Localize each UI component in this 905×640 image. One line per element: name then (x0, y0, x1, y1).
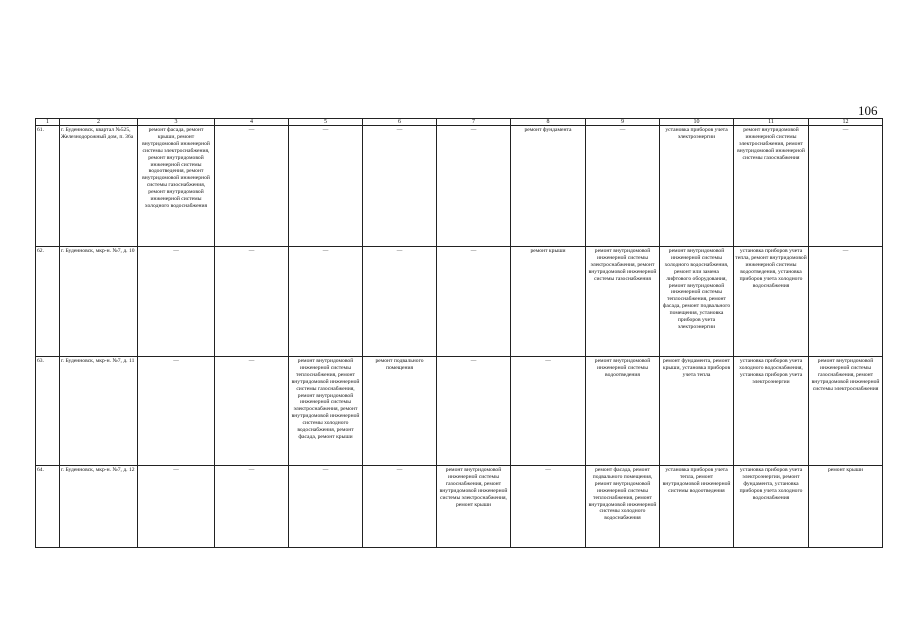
table-row (36, 247, 883, 357)
address-cell: г. Буденновск, мкр-н. №7, д. 10 (60, 247, 138, 357)
column-number: 10 (660, 119, 734, 126)
address-cell: г. Буденновск, квартал №525, Железнодорожный дом, п. 36а (60, 126, 138, 247)
work-cell: — (809, 126, 883, 247)
work-cell: — (138, 466, 215, 548)
work-cell: — (289, 466, 363, 548)
work-cell: — (437, 247, 511, 357)
address-cell: г. Буденновск, мкр-н. №7, д. 12 (60, 466, 138, 548)
table-row (36, 357, 883, 466)
work-cell: — (289, 247, 363, 357)
work-cell: — (511, 357, 586, 466)
table-row (36, 466, 883, 548)
work-cell: установка приборов учета тепла, ремонт внутридомовой инженерной системы водоотведения (660, 466, 734, 548)
column-number: 1 (36, 119, 60, 126)
work-cell: — (215, 466, 289, 548)
column-number: 11 (734, 119, 809, 126)
work-cell: ремонт фасада, ремонт крыши, ремонт внутридомовой инженерной системы электроснабжения, ремонт внутридомовой инженерной системы водоотведения, ремонт внутридомовой инженерной системы газоснабжения, ремонт внутридомовой инженерной системы холодного водоснабжения (138, 126, 215, 247)
work-cell: — (511, 466, 586, 548)
work-cell: установка приборов учета тепла, ремонт внутридомовой инженерной системы водоотведения, установка приборов учета холодного водоснабжения (734, 247, 809, 357)
work-cell: ремонт фундамента (511, 126, 586, 247)
page-number: 106 (858, 103, 878, 118)
row-number: 63. (36, 357, 60, 466)
column-number: 3 (138, 119, 215, 126)
work-cell: — (363, 126, 437, 247)
work-cell: — (363, 247, 437, 357)
work-cell: ремонт фундамента, ремонт крыши, установка приборов учета тепла (660, 357, 734, 466)
work-cell: ремонт внутридомовой инженерной системы электроснабжения, ремонт внутридомовой инженерной системы газоснабжения (734, 126, 809, 247)
column-number-row (36, 119, 883, 126)
work-cell: — (215, 357, 289, 466)
work-cell: ремонт внутридомовой инженерной системы теплоснабжения, ремонт внутридомовой инженерной системы газоснабжения, ремонт внутридомовой инженерной системы электроснабжения, ремонт внутридомовой инженерной системы холодного водоснабжения, ремонт фасада, ремонт крыши (289, 357, 363, 466)
work-cell: — (437, 126, 511, 247)
column-number: 6 (363, 119, 437, 126)
work-cell: ремонт фасада, ремонт подвального помещения, ремонт внутридомовой инженерной системы теплоснабжения, ремонт внутридомовой инженерной системы холодного водоснабжения (586, 466, 660, 548)
repair-schedule-table (35, 118, 883, 548)
column-number: 12 (809, 119, 883, 126)
table-row (36, 126, 883, 247)
address-cell: г. Буденновск, мкр-н. №7, д. 11 (60, 357, 138, 466)
work-cell: — (809, 247, 883, 357)
work-cell: ремонт внутридомовой инженерной системы водоотведения (586, 357, 660, 466)
work-cell: — (215, 126, 289, 247)
work-cell: — (215, 247, 289, 357)
work-cell: установка приборов учета холодного водоснабжения, установка приборов учета электроэнергии (734, 357, 809, 466)
work-cell: установка приборов учета электроэнергии, ремонт фундамента, установка приборов учета холодного водоснабжения (734, 466, 809, 548)
work-cell: — (363, 466, 437, 548)
column-number: 2 (60, 119, 138, 126)
work-cell: — (289, 126, 363, 247)
work-cell: ремонт внутридомовой инженерной системы газоснабжения, ремонт внутридомовой инженерной системы электроснабжения, ремонт крыши (437, 466, 511, 548)
column-number: 9 (586, 119, 660, 126)
work-cell: ремонт крыши (809, 466, 883, 548)
work-cell: — (586, 126, 660, 247)
column-number: 7 (437, 119, 511, 126)
work-cell: ремонт внутридомовой инженерной системы холодного водоснабжения, ремонт или замена лифтового оборудования, ремонт внутридомовой инженерной системы теплоснабжения, ремонт фасада, ремонт подвального помещения, установка приборов учета электроэнергии (660, 247, 734, 357)
row-number: 61. (36, 126, 60, 247)
work-cell: — (138, 357, 215, 466)
work-cell: — (138, 247, 215, 357)
row-number: 64. (36, 466, 60, 548)
row-number: 62. (36, 247, 60, 357)
work-cell: ремонт подвального помещения (363, 357, 437, 466)
column-number: 8 (511, 119, 586, 126)
work-cell: ремонт крыши (511, 247, 586, 357)
work-cell: установка приборов учета электроэнергии (660, 126, 734, 247)
work-cell: ремонт внутридомовой инженерной системы газоснабжения, ремонт внутридомовой инженерной системы электроснабжения (809, 357, 883, 466)
work-cell: — (437, 357, 511, 466)
work-cell: ремонт внутридомовой инженерной системы электроснабжения, ремонт внутридомовой инженерной системы газоснабжения (586, 247, 660, 357)
column-number: 4 (215, 119, 289, 126)
column-number: 5 (289, 119, 363, 126)
